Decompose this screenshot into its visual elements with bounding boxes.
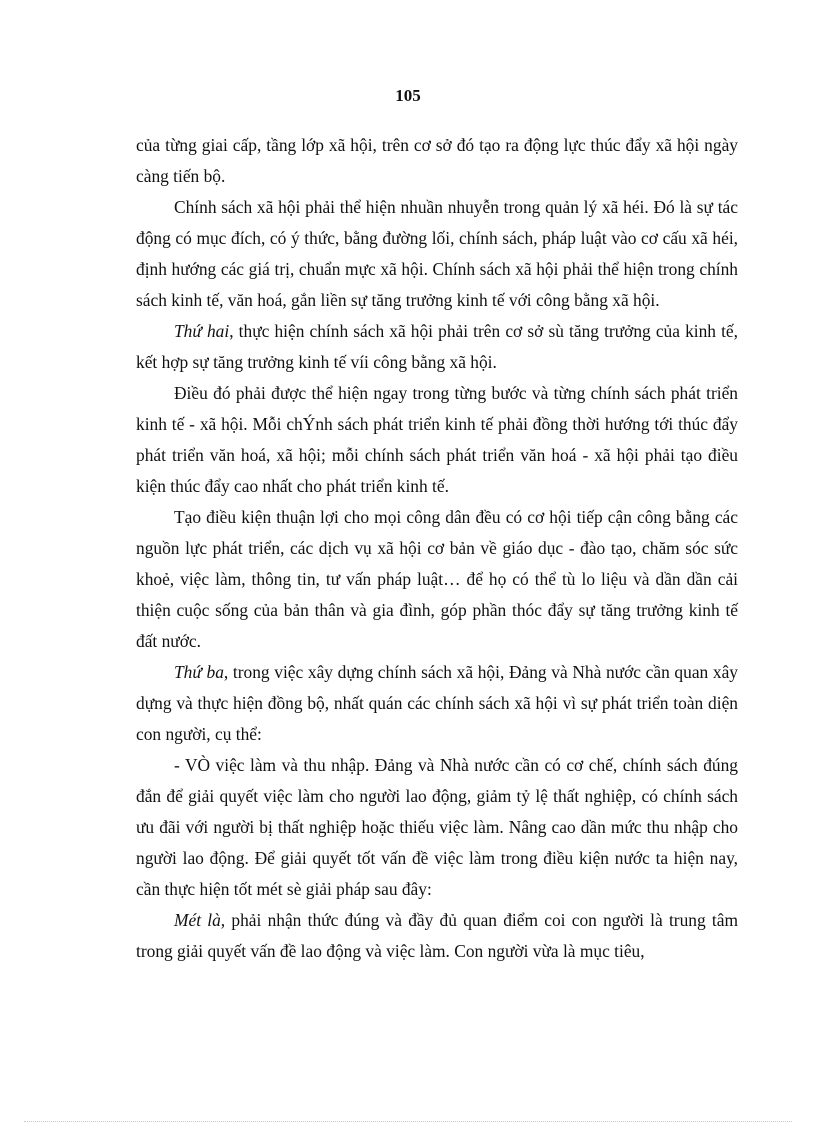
paragraph-4: [136, 378, 738, 502]
paragraph-1: [136, 130, 738, 192]
paragraph-6-lead: Thứ ba: [174, 662, 224, 682]
paragraph-4-text: Điều đó phải được thể hiện ngay trong từng bước và từng chính sách phát triển kinh tế - xã hội. Mỗi chÝnh sách phát triển kinh tế phải đồng thời hướng tới thúc đẩy phát triển văn hoá, xã hội; mỗi chính sách phát triển văn hoá - xã hội phải tạo điều kiện thúc đẩy cao nhất cho phát triển kinh tế.: [136, 383, 738, 496]
paragraph-5-text: Tạo điều kiện thuận lợi cho mọi công dân đều có cơ hội tiếp cận công bằng các nguồn lực phát triển, các dịch vụ xã hội cơ bản về giáo dục - đào tạo, chăm sóc sức khoẻ, việc làm, thông tin, tư vấn pháp luật… để họ có thể tù lo liệu và dần dần cải thiện cuộc sống của bản thân và gia đình, góp phần thóc đẩy sự tăng trưởng kinh tế đất nước.: [136, 507, 738, 651]
paragraph-3-text: , thực hiện chính sách xã hội phải trên cơ sở sù tăng trưởng của kinh tế, kết hợp sự tăng trưởng kinh tế víi công bằng xã hội.: [136, 321, 738, 372]
paragraph-8-text: phải nhận thức đúng và đầy đủ quan điểm coi con người là trung tâm trong giải quyết vấn đề lao động và việc làm. Con người vừa là mục tiêu,: [136, 910, 738, 961]
paragraph-7-text: - VÒ việc làm và thu nhập. Đảng và Nhà nước cần có cơ chế, chính sách đúng đắn để giải quyết việc làm cho người lao động, giảm tỷ lệ thất nghiệp, có chính sách ưu đãi với người bị thất nghiệp hoặc thiếu việc làm. Nâng cao dần mức thu nhập cho người lao động. Để giải quyết tốt vấn đề việc làm trong điều kiện nước ta hiện nay, cần thực hiện tốt mét sè giải pháp sau đây:: [136, 755, 738, 899]
page-bottom-divider: [24, 1121, 792, 1122]
page-number: 105: [395, 86, 421, 105]
document-body: [136, 130, 738, 967]
paragraph-8-lead: Mét là,: [174, 910, 226, 930]
paragraph-2: [136, 192, 738, 316]
paragraph-3: [136, 316, 738, 378]
paragraph-1-text: của từng giai cấp, tầng lớp xã hội, trên cơ sở đó tạo ra động lực thúc đẩy xã hội ngày càng tiến bộ.: [136, 135, 738, 186]
paragraph-7: [136, 750, 738, 905]
paragraph-6-text: , trong việc xây dựng chính sách xã hội, Đảng và Nhà nước cần quan xây dựng và thực hiện đồng bộ, nhất quán các chính sách xã hội vì sự phát triển toàn diện con người, cụ thể:: [136, 662, 738, 744]
paragraph-6: [136, 657, 738, 750]
paragraph-3-lead: Thứ hai: [174, 321, 230, 341]
paragraph-2-text: Chính sách xã hội phải thể hiện nhuần nhuyễn trong quản lý xã héi. Đó là sự tác động có mục đích, có ý thức, bằng đường lối, chính sách, pháp luật vào cơ cấu xã héi, định hướng các giá trị, chuẩn mực xã hội. Chính sách xã hội phải thể hiện trong chính sách kinh tế, văn hoá, gắn liền sự tăng trưởng kinh tế với công bằng xã hội.: [136, 197, 738, 310]
paragraph-5: [136, 502, 738, 657]
paragraph-8: [136, 905, 738, 967]
